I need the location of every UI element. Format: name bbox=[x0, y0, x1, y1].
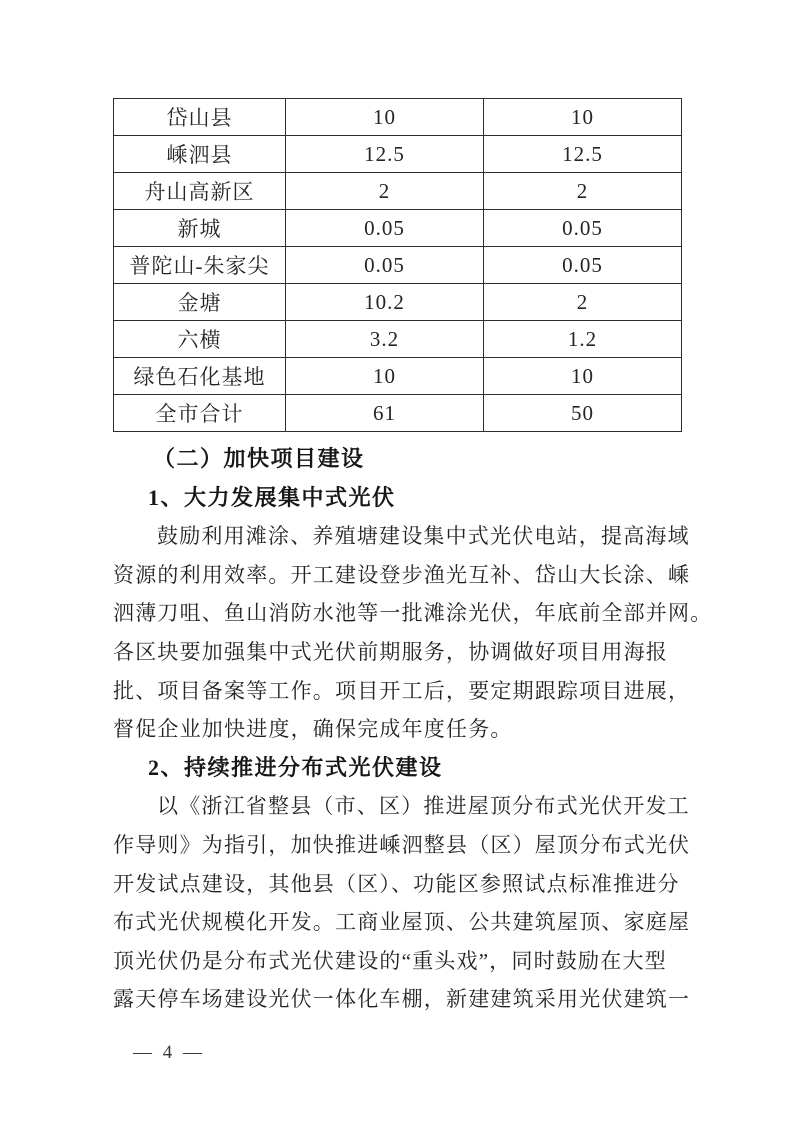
value-cell: 10.2 bbox=[286, 284, 484, 321]
subsection-2-heading: 2、持续推进分布式光伏建设 bbox=[148, 754, 443, 780]
value-cell: 10 bbox=[484, 99, 682, 136]
value-cell: 61 bbox=[286, 395, 484, 432]
table-row bbox=[114, 173, 682, 210]
value-cell: 10 bbox=[286, 99, 484, 136]
value-cell: 0.05 bbox=[484, 210, 682, 247]
table-row bbox=[114, 284, 682, 321]
region-cell: 金塘 bbox=[114, 284, 286, 321]
paragraph-line: 督促企业加快进度，确保完成年度任务。 bbox=[113, 717, 513, 742]
paragraph-2 bbox=[113, 787, 691, 1019]
table-row bbox=[114, 210, 682, 247]
table-row bbox=[114, 136, 682, 173]
value-cell: 12.5 bbox=[286, 136, 484, 173]
table-row bbox=[114, 395, 682, 432]
paragraph-line: 顶光伏仍是分布式光伏建设的“重头戏”，同时鼓励在大型 bbox=[113, 948, 667, 973]
paragraph-line: 作导则》为指引，加快推进嵊泗整县（区）屋顶分布式光伏 bbox=[113, 832, 691, 857]
value-cell: 50 bbox=[484, 395, 682, 432]
region-cell: 嵊泗县 bbox=[114, 136, 286, 173]
page-number: — 4 — bbox=[133, 1042, 205, 1063]
region-cell: 全市合计 bbox=[114, 395, 286, 432]
paragraph-line: 布式光伏规模化开发。工商业屋顶、公共建筑屋顶、家庭屋 bbox=[113, 910, 691, 935]
body-text bbox=[113, 440, 713, 1019]
paragraph-line: 露天停车场建设光伏一体化车棚，新建建筑采用光伏建筑一 bbox=[113, 987, 691, 1012]
page-content bbox=[113, 98, 713, 1019]
paragraph-line: 各区块要加强集中式光伏前期服务，协调做好项目用海报 bbox=[113, 639, 668, 664]
value-cell: 12.5 bbox=[484, 136, 682, 173]
value-cell: 1.2 bbox=[484, 321, 682, 358]
table-row bbox=[114, 247, 682, 284]
value-cell: 3.2 bbox=[286, 321, 484, 358]
table-row bbox=[114, 358, 682, 395]
value-cell: 10 bbox=[286, 358, 484, 395]
region-cell: 六横 bbox=[114, 321, 286, 358]
region-cell: 舟山高新区 bbox=[114, 173, 286, 210]
region-cell: 岱山县 bbox=[114, 99, 286, 136]
region-cell: 新城 bbox=[114, 210, 286, 247]
paragraph-line: 鼓励利用滩涂、养殖塘建设集中式光伏电站，提高海域 bbox=[157, 524, 690, 549]
value-cell: 0.05 bbox=[286, 210, 484, 247]
value-cell: 10 bbox=[484, 358, 682, 395]
table-row bbox=[114, 321, 682, 358]
subsection-1-heading: 1、大力发展集中式光伏 bbox=[148, 484, 396, 510]
table-row bbox=[114, 99, 682, 136]
paragraph-line: 泗薄刀咀、鱼山消防水池等一批滩涂光伏，年底前全部并网。 bbox=[113, 601, 713, 626]
paragraph-line: 开发试点建设，其他县（区）、功能区参照试点标准推进分 bbox=[113, 871, 680, 896]
paragraph-line: 以《浙江省整县（市、区）推进屋顶分布式光伏开发工 bbox=[157, 794, 690, 819]
quota-table bbox=[113, 98, 682, 432]
value-cell: 2 bbox=[484, 284, 682, 321]
value-cell: 0.05 bbox=[286, 247, 484, 284]
value-cell: 2 bbox=[484, 173, 682, 210]
paragraph-1 bbox=[113, 517, 713, 749]
paragraph-line: 资源的利用效率。开工建设登步渔光互补、岱山大长涂、嵊 bbox=[113, 562, 691, 587]
value-cell: 2 bbox=[286, 173, 484, 210]
region-cell: 普陀山-朱家尖 bbox=[114, 247, 286, 284]
paragraph-line: 批、项目备案等工作。项目开工后，要定期跟踪项目进展， bbox=[113, 678, 691, 703]
section-heading: （二）加快项目建设 bbox=[153, 446, 365, 471]
value-cell: 0.05 bbox=[484, 247, 682, 284]
region-cell: 绿色石化基地 bbox=[114, 358, 286, 395]
